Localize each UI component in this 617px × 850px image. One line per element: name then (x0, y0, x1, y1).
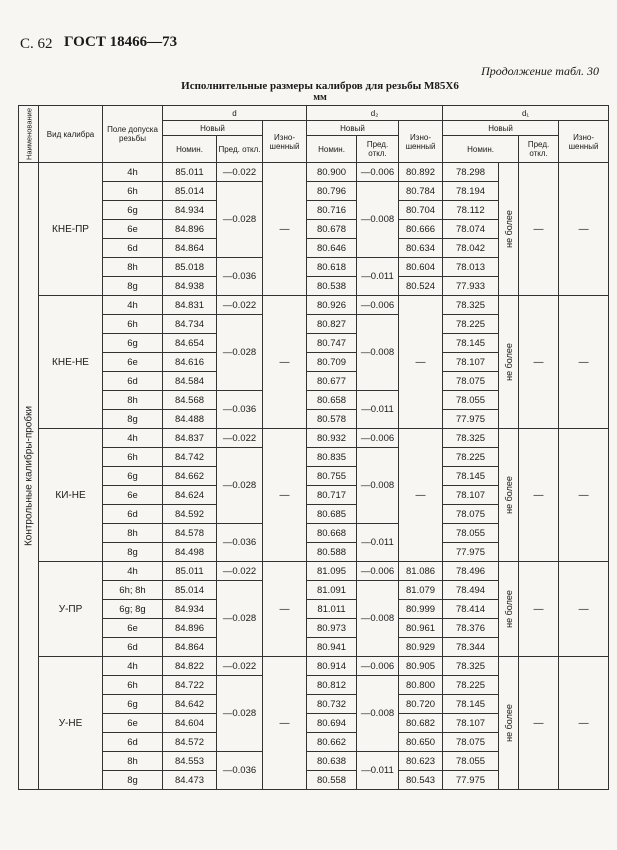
d1-worn: — (559, 657, 609, 790)
tolerance-field: 6h (103, 315, 163, 334)
d2-nominal: 80.732 (307, 695, 357, 714)
d1-nominal: 78.225 (443, 448, 499, 467)
d2-deviation: —0.006 (357, 562, 399, 581)
tolerance-field: 8g (103, 410, 163, 429)
d1-worn: — (559, 562, 609, 657)
d2-nominal: 80.694 (307, 714, 357, 733)
d1-nominal: 78.194 (443, 182, 499, 201)
header-name: Наименование (19, 106, 39, 163)
d1-not-more: не более (503, 704, 514, 742)
tolerance-field: 6g (103, 334, 163, 353)
d2-nominal: 80.558 (307, 771, 357, 790)
d1-deviation: — (519, 562, 559, 657)
tolerance-field: 6g (103, 467, 163, 486)
d-worn: — (263, 562, 307, 657)
tolerance-field: 6d (103, 733, 163, 752)
table-row (19, 562, 609, 581)
gauge-type: КНЕ-НЕ (39, 296, 103, 429)
d-nominal: 84.938 (163, 277, 217, 296)
d1-not-more-cell (499, 657, 519, 790)
d1-worn: — (559, 296, 609, 429)
tolerance-field: 6e (103, 353, 163, 372)
d2-deviation: —0.006 (357, 429, 399, 448)
d1-nominal: 77.975 (443, 543, 499, 562)
d2-worn: 80.634 (399, 239, 443, 258)
d1-nominal: 78.107 (443, 486, 499, 505)
d1-not-more: не более (503, 343, 514, 381)
d-nominal: 84.934 (163, 201, 217, 220)
d-nominal: 84.662 (163, 467, 217, 486)
d1-deviation: — (519, 657, 559, 790)
d1-nominal: 77.933 (443, 277, 499, 296)
d2-nominal: 80.926 (307, 296, 357, 315)
table-unit: мм (313, 92, 327, 103)
d2-nominal: 80.827 (307, 315, 357, 334)
header-d2-dev: Пред. откл. (357, 136, 399, 163)
d2-worn: 80.604 (399, 258, 443, 277)
d-nominal: 84.498 (163, 543, 217, 562)
d1-nominal: 78.042 (443, 239, 499, 258)
d1-nominal: 77.975 (443, 410, 499, 429)
d2-nominal: 80.538 (307, 277, 357, 296)
d2-worn: 80.800 (399, 676, 443, 695)
d-nominal: 84.864 (163, 638, 217, 657)
header-type: Вид калибра (39, 106, 103, 163)
d1-nominal: 78.145 (443, 467, 499, 486)
d1-nominal: 78.145 (443, 695, 499, 714)
d1-deviation: — (519, 296, 559, 429)
header-d1-worn: Изно- шенный (559, 121, 609, 163)
d2-nominal: 80.678 (307, 220, 357, 239)
tolerance-field: 8g (103, 543, 163, 562)
d2-deviation: —0.008 (357, 448, 399, 524)
d2-nominal: 80.638 (307, 752, 357, 771)
d1-nominal: 78.055 (443, 752, 499, 771)
d2-deviation: —0.006 (357, 657, 399, 676)
d2-worn: — (399, 296, 443, 429)
d2-worn: 80.704 (399, 201, 443, 220)
page-number: С. 62 (20, 36, 53, 52)
d2-nominal: 80.835 (307, 448, 357, 467)
d-deviation: —0.022 (217, 657, 263, 676)
tolerance-field: 6d (103, 638, 163, 657)
header-d-nominal: Номин. (163, 136, 217, 163)
d1-deviation: — (519, 429, 559, 562)
tolerance-field: 8h (103, 391, 163, 410)
tolerance-field: 6d (103, 239, 163, 258)
d2-nominal: 80.662 (307, 733, 357, 752)
tolerance-field: 4h (103, 163, 163, 182)
d2-nominal: 80.668 (307, 524, 357, 543)
d1-worn: — (559, 429, 609, 562)
header-d-dev: Пред. откл. (217, 136, 263, 163)
header-tolerance: Поле допуска резьбы (103, 106, 163, 163)
table-body (19, 163, 609, 790)
d2-worn: 80.961 (399, 619, 443, 638)
d-nominal: 85.011 (163, 562, 217, 581)
tolerance-field: 8h (103, 258, 163, 277)
d1-nominal: 78.225 (443, 676, 499, 695)
d1-not-more: не более (503, 476, 514, 514)
table-row (19, 429, 609, 448)
header-d2: d₂ (307, 106, 443, 121)
d-nominal: 84.654 (163, 334, 217, 353)
d-nominal: 85.018 (163, 258, 217, 277)
table-title: Исполнительные размеры калибров для резьбы М85Х6 (181, 80, 459, 92)
d2-worn: 80.623 (399, 752, 443, 771)
tolerance-field: 6d (103, 505, 163, 524)
d2-worn: 80.720 (399, 695, 443, 714)
d2-nominal: 80.796 (307, 182, 357, 201)
d-worn: — (263, 296, 307, 429)
d-deviation: —0.022 (217, 429, 263, 448)
d2-deviation: —0.006 (357, 163, 399, 182)
d-deviation: —0.028 (217, 676, 263, 752)
d1-deviation: — (519, 163, 559, 296)
d2-deviation: —0.008 (357, 315, 399, 391)
d1-nominal: 78.325 (443, 429, 499, 448)
d1-nominal: 78.298 (443, 163, 499, 182)
d2-nominal: 80.716 (307, 201, 357, 220)
d2-nominal: 80.677 (307, 372, 357, 391)
d-nominal: 84.934 (163, 600, 217, 619)
d2-deviation: —0.011 (357, 391, 399, 429)
header-d1-dev: Пред. откл. (519, 136, 559, 163)
document-code: ГОСТ 18466—73 (64, 34, 178, 50)
d-nominal: 84.722 (163, 676, 217, 695)
gauge-type: У-НЕ (39, 657, 103, 790)
tolerance-field: 6e (103, 220, 163, 239)
d2-nominal: 80.578 (307, 410, 357, 429)
d2-nominal: 80.932 (307, 429, 357, 448)
table-row (19, 163, 609, 182)
table-row (19, 296, 609, 315)
d2-nominal: 80.973 (307, 619, 357, 638)
header-d-new: Новый (163, 121, 263, 136)
d-nominal: 84.642 (163, 695, 217, 714)
d2-deviation: —0.006 (357, 296, 399, 315)
tolerance-field: 6h; 8h (103, 581, 163, 600)
d1-not-more-cell (499, 163, 519, 296)
d2-worn: 80.929 (399, 638, 443, 657)
d-nominal: 84.831 (163, 296, 217, 315)
d-nominal: 84.553 (163, 752, 217, 771)
group-label: Контрольные калибры-пробки (23, 405, 34, 547)
gauge-type: У-ПР (39, 562, 103, 657)
d2-nominal: 80.646 (307, 239, 357, 258)
d2-deviation: —0.011 (357, 752, 399, 790)
tolerance-field: 4h (103, 429, 163, 448)
tolerance-field: 4h (103, 562, 163, 581)
tolerance-field: 6g; 8g (103, 600, 163, 619)
d1-nominal: 78.075 (443, 372, 499, 391)
d-nominal: 85.011 (163, 163, 217, 182)
d2-deviation: —0.008 (357, 581, 399, 657)
d-nominal: 84.742 (163, 448, 217, 467)
d-nominal: 84.604 (163, 714, 217, 733)
header-d2-worn: Изно- шенный (399, 121, 443, 163)
d-nominal: 84.584 (163, 372, 217, 391)
d1-nominal: 78.013 (443, 258, 499, 277)
d2-nominal: 80.685 (307, 505, 357, 524)
d2-worn: 80.666 (399, 220, 443, 239)
d1-nominal: 78.055 (443, 391, 499, 410)
d-nominal: 84.572 (163, 733, 217, 752)
d-nominal: 85.014 (163, 581, 217, 600)
d1-nominal: 78.325 (443, 296, 499, 315)
d2-nominal: 80.618 (307, 258, 357, 277)
d2-worn: 80.682 (399, 714, 443, 733)
d-deviation: —0.028 (217, 182, 263, 258)
gauge-type: КИ-НЕ (39, 429, 103, 562)
d2-nominal: 80.717 (307, 486, 357, 505)
d1-nominal: 78.225 (443, 315, 499, 334)
d-nominal: 84.568 (163, 391, 217, 410)
d2-worn: 80.524 (399, 277, 443, 296)
tolerance-field: 6g (103, 695, 163, 714)
gauge-type: КНЕ-ПР (39, 163, 103, 296)
d2-nominal: 81.011 (307, 600, 357, 619)
header-d1-nominal: Номин. (443, 136, 519, 163)
d1-nominal: 78.112 (443, 201, 499, 220)
tolerance-field: 4h (103, 657, 163, 676)
d2-nominal: 80.941 (307, 638, 357, 657)
d-nominal: 84.578 (163, 524, 217, 543)
d-nominal: 84.734 (163, 315, 217, 334)
d-deviation: —0.036 (217, 258, 263, 296)
tolerance-field: 6e (103, 486, 163, 505)
d2-nominal: 80.747 (307, 334, 357, 353)
d2-nominal: 81.091 (307, 581, 357, 600)
tolerance-field: 6e (103, 619, 163, 638)
d-deviation: —0.022 (217, 163, 263, 182)
d-nominal: 84.488 (163, 410, 217, 429)
d-nominal: 84.473 (163, 771, 217, 790)
d1-nominal: 78.107 (443, 714, 499, 733)
d-nominal: 84.822 (163, 657, 217, 676)
d-nominal: 84.616 (163, 353, 217, 372)
d2-worn: 80.650 (399, 733, 443, 752)
tolerance-field: 8h (103, 524, 163, 543)
d1-nominal: 78.145 (443, 334, 499, 353)
d2-nominal: 80.709 (307, 353, 357, 372)
d-deviation: —0.022 (217, 296, 263, 315)
d2-nominal: 80.755 (307, 467, 357, 486)
d1-nominal: 78.055 (443, 524, 499, 543)
d-nominal: 84.837 (163, 429, 217, 448)
d1-nominal: 78.107 (443, 353, 499, 372)
header-d1-new: Новый (443, 121, 559, 136)
d2-deviation: —0.011 (357, 524, 399, 562)
d2-deviation: —0.008 (357, 676, 399, 752)
d-deviation: —0.028 (217, 448, 263, 524)
tolerance-field: 8g (103, 771, 163, 790)
d2-nominal: 80.812 (307, 676, 357, 695)
tolerance-field: 8h (103, 752, 163, 771)
d-worn: — (263, 429, 307, 562)
d2-deviation: —0.011 (357, 258, 399, 296)
table-row (19, 657, 609, 676)
d1-not-more: не более (503, 590, 514, 628)
header-d2-nominal: Номин. (307, 136, 357, 163)
d1-nominal: 78.376 (443, 619, 499, 638)
tolerance-field: 6h (103, 448, 163, 467)
d-deviation: —0.036 (217, 752, 263, 790)
tolerance-field: 6e (103, 714, 163, 733)
d1-not-more-cell (499, 562, 519, 657)
d-deviation: —0.022 (217, 562, 263, 581)
d1-nominal: 78.496 (443, 562, 499, 581)
d-worn: — (263, 163, 307, 296)
d-deviation: —0.028 (217, 315, 263, 391)
d-nominal: 84.592 (163, 505, 217, 524)
d2-nominal: 80.588 (307, 543, 357, 562)
d2-worn: 81.079 (399, 581, 443, 600)
d2-worn: 80.892 (399, 163, 443, 182)
d2-deviation: —0.008 (357, 182, 399, 258)
d-nominal: 84.896 (163, 619, 217, 638)
d-deviation: —0.036 (217, 524, 263, 562)
d-deviation: —0.036 (217, 391, 263, 429)
header-d: d (163, 106, 307, 121)
d1-nominal: 78.494 (443, 581, 499, 600)
d-nominal: 84.864 (163, 239, 217, 258)
d1-nominal: 77.975 (443, 771, 499, 790)
d1-not-more-cell (499, 296, 519, 429)
d1-nominal: 78.325 (443, 657, 499, 676)
d1-worn: — (559, 163, 609, 296)
d-nominal: 85.014 (163, 182, 217, 201)
d-nominal: 84.624 (163, 486, 217, 505)
d1-nominal: 78.075 (443, 733, 499, 752)
d1-not-more: не более (503, 210, 514, 248)
tolerance-field: 6d (103, 372, 163, 391)
tolerance-field: 6h (103, 182, 163, 201)
d2-worn: 80.905 (399, 657, 443, 676)
d1-not-more-cell (499, 429, 519, 562)
tolerance-field: 6h (103, 676, 163, 695)
tolerance-field: 4h (103, 296, 163, 315)
d2-worn: 80.784 (399, 182, 443, 201)
d2-worn: 80.999 (399, 600, 443, 619)
d2-nominal: 80.900 (307, 163, 357, 182)
d2-worn: 80.543 (399, 771, 443, 790)
table-continuation-note: Продолжение табл. 30 (481, 64, 599, 78)
header-d1: d₁ (443, 106, 609, 121)
d-nominal: 84.896 (163, 220, 217, 239)
d-deviation: —0.028 (217, 581, 263, 657)
d2-nominal: 80.658 (307, 391, 357, 410)
group-label-cell (19, 163, 39, 790)
gauge-dimensions-table (18, 105, 609, 790)
d2-worn: — (399, 429, 443, 562)
d1-nominal: 78.074 (443, 220, 499, 239)
tolerance-field: 8g (103, 277, 163, 296)
header-d2-new: Новый (307, 121, 399, 136)
d1-nominal: 78.414 (443, 600, 499, 619)
d2-nominal: 81.095 (307, 562, 357, 581)
d-worn: — (263, 657, 307, 790)
d1-nominal: 78.344 (443, 638, 499, 657)
tolerance-field: 6g (103, 201, 163, 220)
d2-nominal: 80.914 (307, 657, 357, 676)
d2-worn: 81.086 (399, 562, 443, 581)
d1-nominal: 78.075 (443, 505, 499, 524)
header-d-worn: Изно- шенный (263, 121, 307, 163)
